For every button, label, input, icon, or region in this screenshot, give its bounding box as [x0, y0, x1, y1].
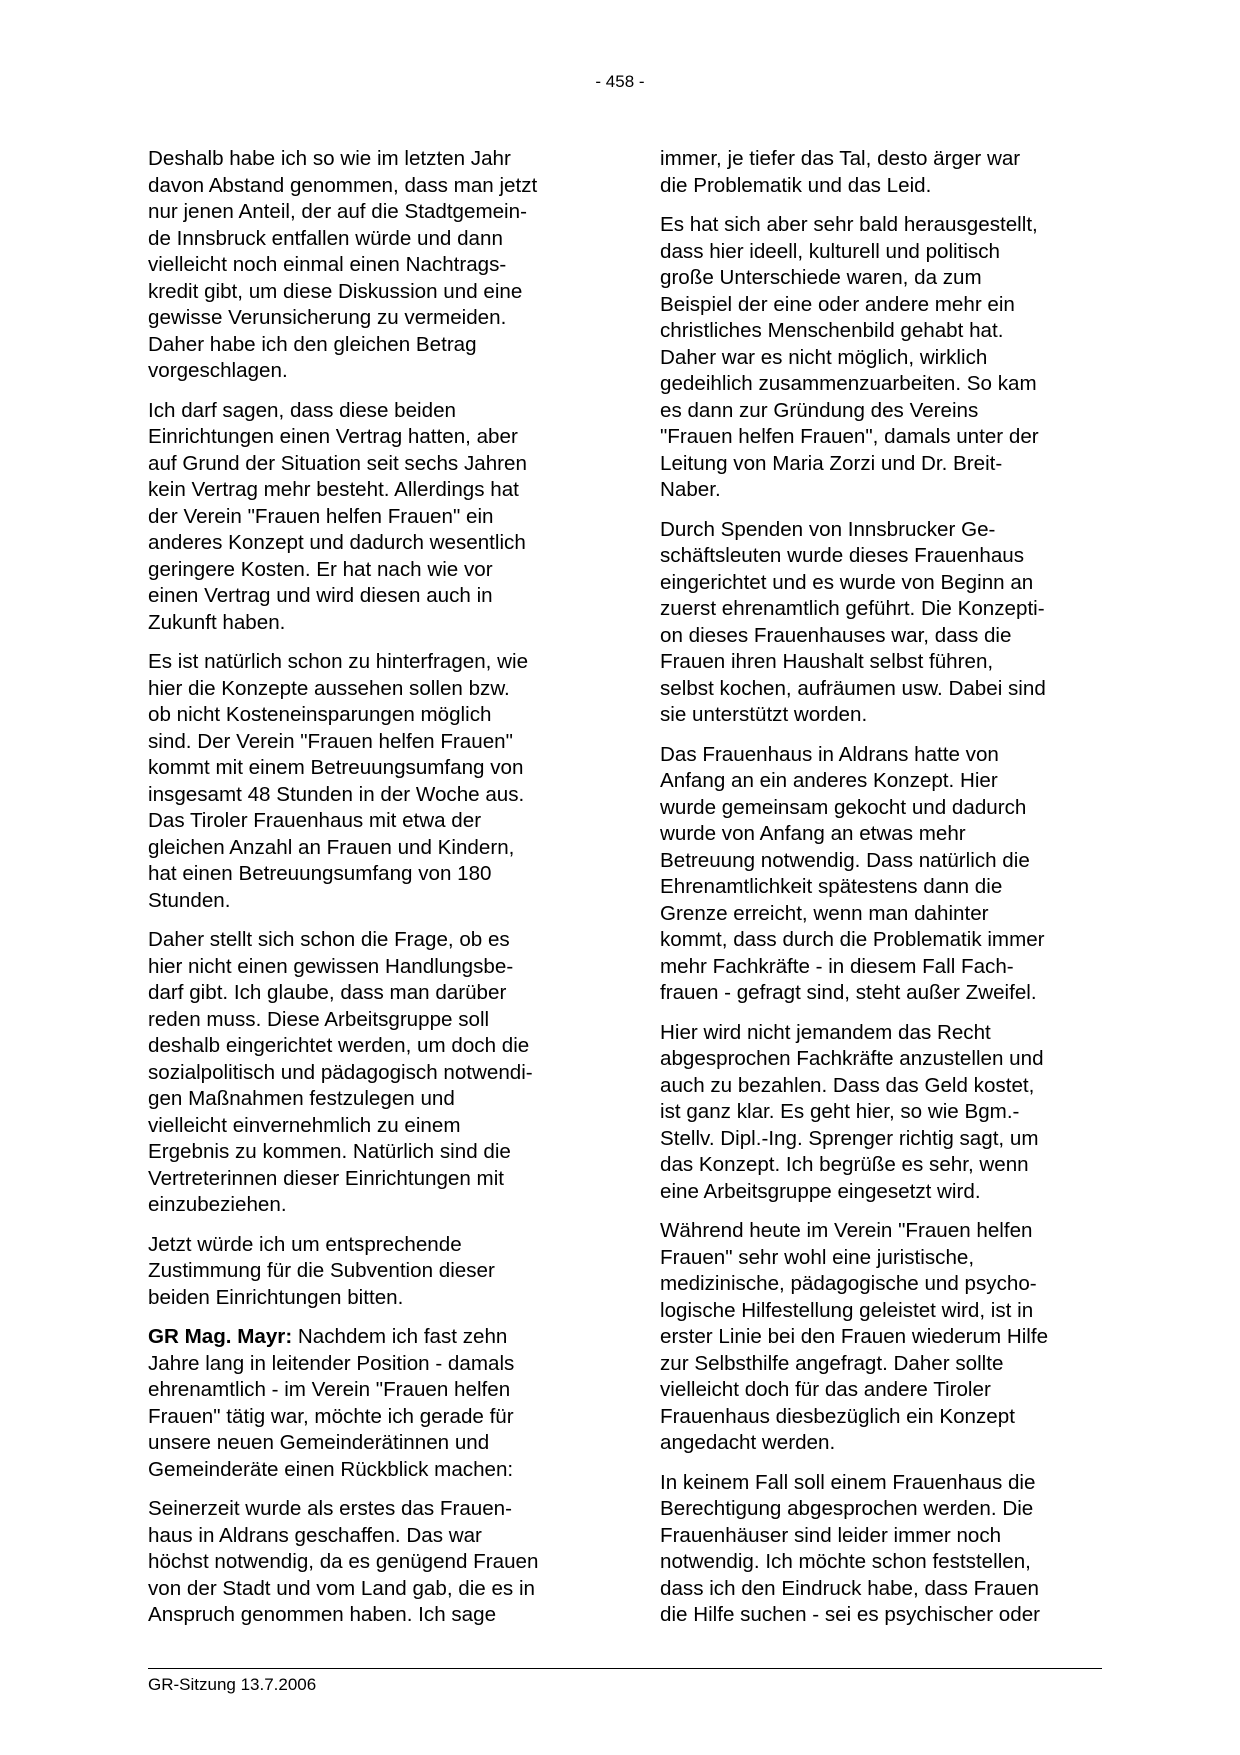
footer-session-date: GR-Sitzung 13.7.2006: [148, 1675, 317, 1694]
paragraph: immer, je tiefer das Tal, desto ärger war die Problematik und das Leid.: [660, 147, 1021, 197]
footer-divider: [148, 1668, 1102, 1669]
paragraph: Hier wird nicht jemandem das Recht abgesprochen Fachkräfte anzustellen und auch zu bezahlen. Dass das Geld kostet, ist ganz klar. Es geht hier, so wie Bgm.- Stellv. Dipl.-Ing. Sprenger richtig sagt, um das Konzept. Ich begrüße es sehr, wenn eine Arbeitsgruppe eingesetzt wird.: [660, 1020, 1044, 1203]
paragraph: Ich darf sagen, dass diese beiden Einrichtungen einen Vertrag hatten, aber auf Grund der Situation seit sechs Jahren kein Vertrag mehr besteht. Allerdings hat der Verein "Frauen helfen Frauen" ein anderes Konzept und dadurch wesentlich geringere Kosten. Er hat nach wie vor einen Vertrag und wird diesen auch in Zukunft haben.: [148, 398, 527, 634]
paragraph: Seinerzeit wurde als erstes das Frauen- haus in Aldrans geschaffen. Das war höchst notwendig, da es genügend Frauen von der Stadt und vom Land gab, die es in Anspruch genommen haben. Ich sage: [148, 1497, 539, 1626]
paragraph: Es hat sich aber sehr bald herausgestellt, dass hier ideell, kulturell und politisch große Unterschiede waren, da zum Beispiel der eine oder andere mehr ein christliches Menschenbild gehabt hat. Daher war es nicht möglich, wirklich gedeihlich zusammenzuarbeiten. So kam es dann zur Gründung des Vereins "Frauen helfen Frauen", damals unter der Leitung von Maria Zorzi und Dr. Breit- Naber.: [660, 213, 1039, 501]
paragraph: Während heute im Verein "Frauen helfen Frauen" sehr wohl eine juristische, medizinische, pädagogische und psycho- logische Hilfestellung geleistet wird, ist in erster Linie bei den Frauen wiederum Hilfe zur Selbsthilfe angefragt. Daher sollte vielleicht doch für das andere Tiroler Frauenhaus diesbezüglich ein Konzept angedacht werden.: [660, 1219, 1049, 1454]
paragraph: Daher stellt sich schon die Frage, ob es hier nicht einen gewissen Handlungsbe- darf gibt. Ich glaube, dass man darüber reden muss. Diese Arbeitsgruppe soll deshalb eingerichtet werden, um doch die sozialpolitisch und pädagogisch notwendi- gen Maßnahmen festzulegen und vielleicht einvernehmlich zu einem Ergebnis zu kommen. Natürlich sind die Vertreterinnen dieser Einrichtungen mit einzubeziehen.: [148, 928, 533, 1216]
right-column: [660, 146, 1100, 1642]
page-number: - 458 -: [595, 72, 645, 91]
paragraph: In keinem Fall soll einem Frauenhaus die Berechtigung abgesprochen werden. Die Frauenhäuser sind leider immer noch notwendig. Ich möchte schon feststellen, dass ich den Eindruck habe, dass Frauen die Hilfe suchen - sei es psychischer oder: [660, 1470, 1041, 1626]
paragraph: Jetzt würde ich um entsprechende Zustimmung für die Subvention dieser beiden Einrichtungen bitten.: [148, 1232, 495, 1309]
speaker-text: Nachdem ich fast zehn Jahre lang in leitender Position - damals ehrenamtlich - im Verein "Frauen helfen Frauen" tätig war, möchte ich gerade für unsere neuen Gemeinderätinnen und Gemeinderäte einen Rückblick machen:: [148, 1325, 515, 1481]
paragraph: Durch Spenden von Innsbrucker Ge- schäftsleuten wurde dieses Frauenhaus eingerichtet und es wurde von Beginn an zuerst ehrenamtlich geführt. Die Konzepti- on dieses Frauenhauses war, dass die Frauen ihren Haushalt selbst führen, selbst kochen, aufräumen usw. Dabei sind sie unterstützt worden.: [660, 517, 1046, 726]
speaker-paragraph: [148, 1324, 588, 1483]
speaker-name: GR Mag. Mayr:: [148, 1325, 293, 1348]
paragraph: Deshalb habe ich so wie im letzten Jahr davon Abstand genommen, dass man jetzt nur jenen Anteil, der auf die Stadtgemein- de Innsbruck entfallen würde und dann vielleicht noch einmal einen Nachtrags- kredit gibt, um diese Diskussion und eine gewisse Verunsicherung zu vermeiden. Daher habe ich den gleichen Betrag vorgeschlagen.: [148, 147, 538, 382]
paragraph: Es ist natürlich schon zu hinterfragen, wie hier die Konzepte aussehen sollen bzw. ob nicht Kosteneinsparungen möglich sind. Der Verein "Frauen helfen Frauen" kommt mit einem Betreuungsumfang von insgesamt 48 Stunden in der Woche aus. Das Tiroler Frauenhaus mit etwa der gleichen Anzahl an Frauen und Kindern, hat einen Betreuungsumfang von 180 Stunden.: [148, 650, 529, 912]
left-column: [148, 146, 588, 1642]
paragraph: Das Frauenhaus in Aldrans hatte von Anfang an ein anderes Konzept. Hier wurde gemeinsam gekocht und dadurch wurde von Anfang an etwas mehr Betreuung notwendig. Dass natürlich die Ehrenamtlichkeit spätestens dann die Grenze erreicht, wenn man dahinter kommt, dass durch die Problematik immer mehr Fachkräfte - in diesem Fall Fach- frauen - gefragt sind, steht außer Zweifel.: [660, 742, 1045, 1004]
